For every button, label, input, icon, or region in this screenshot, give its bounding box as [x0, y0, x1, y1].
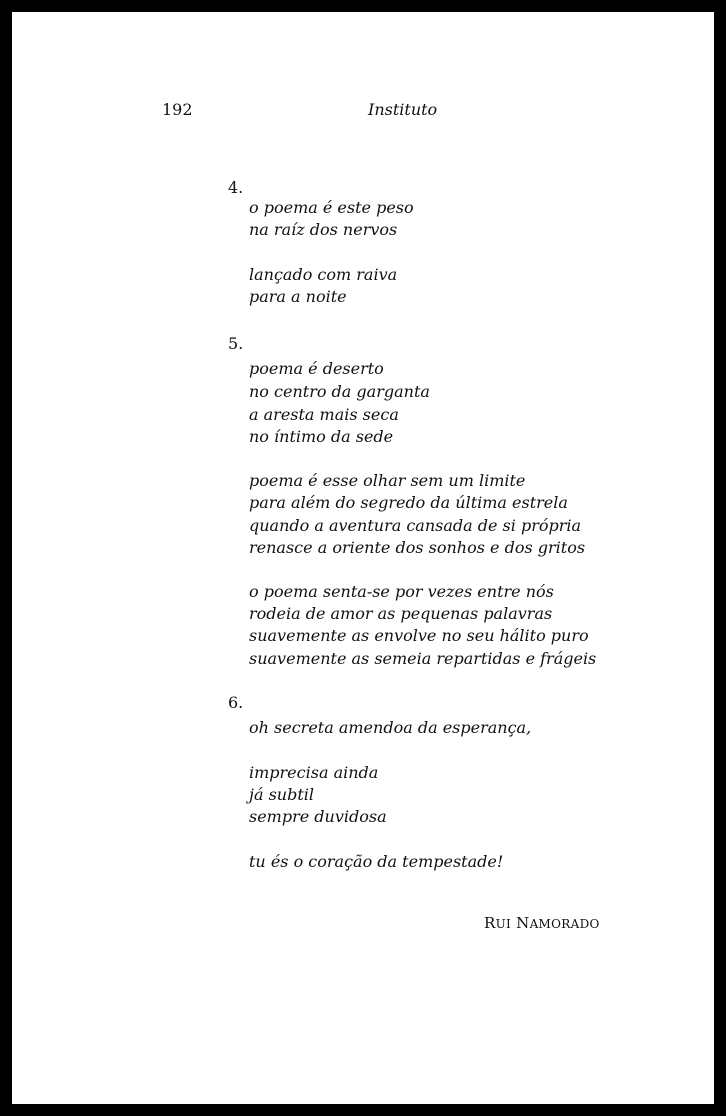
poem-line: poema é esse olhar sem um limite — [249, 471, 526, 490]
poem-line: o poema senta-se por vezes entre nós — [249, 582, 554, 601]
section-number-4: 4. — [228, 178, 244, 197]
poem-line: para além do segredo da última estrela — [249, 493, 568, 512]
poem-line: quando a aventura cansada de si própria — [249, 516, 582, 535]
poem-line: o poema é este peso — [249, 198, 414, 217]
document-page — [12, 12, 714, 1104]
poem-line: poema é deserto — [249, 359, 384, 378]
author-last-rest: AMORADO — [529, 917, 600, 931]
poem-line: lançado com raiva — [249, 265, 398, 284]
poem-line: imprecisa ainda — [249, 763, 379, 782]
poem-line: suavemente as semeia repartidas e frágeis — [249, 649, 597, 668]
poem-line: a aresta mais seca — [249, 405, 399, 424]
poem-line: já subtil — [249, 785, 315, 804]
poem-line: no centro da garganta — [249, 382, 430, 401]
section-number-6: 6. — [228, 693, 244, 712]
poem-line: no íntimo da sede — [249, 427, 394, 446]
poem-line: sempre duvidosa — [249, 807, 387, 826]
author-first-rest: UI — [495, 917, 512, 931]
poem-line: suavemente as envolve no seu hálito puro — [249, 626, 589, 645]
poem-line: renasce a oriente dos sonhos e dos gritos — [249, 538, 586, 557]
author-first-initial: R — [484, 914, 496, 932]
poem-line: rodeia de amor as pequenas palavras — [249, 604, 553, 623]
poem-line: oh secreta amendoa da esperança, — [249, 718, 532, 737]
poem-line: tu és o coração da tempestade! — [249, 852, 504, 871]
page-number: 192 — [162, 100, 193, 119]
author-last-initial: N — [516, 914, 530, 932]
poem-line: na raíz dos nervos — [249, 220, 398, 239]
section-number-5: 5. — [228, 334, 244, 353]
author-signature — [484, 914, 600, 932]
poem-line: para a noite — [249, 287, 347, 306]
running-title: Instituto — [368, 100, 438, 119]
